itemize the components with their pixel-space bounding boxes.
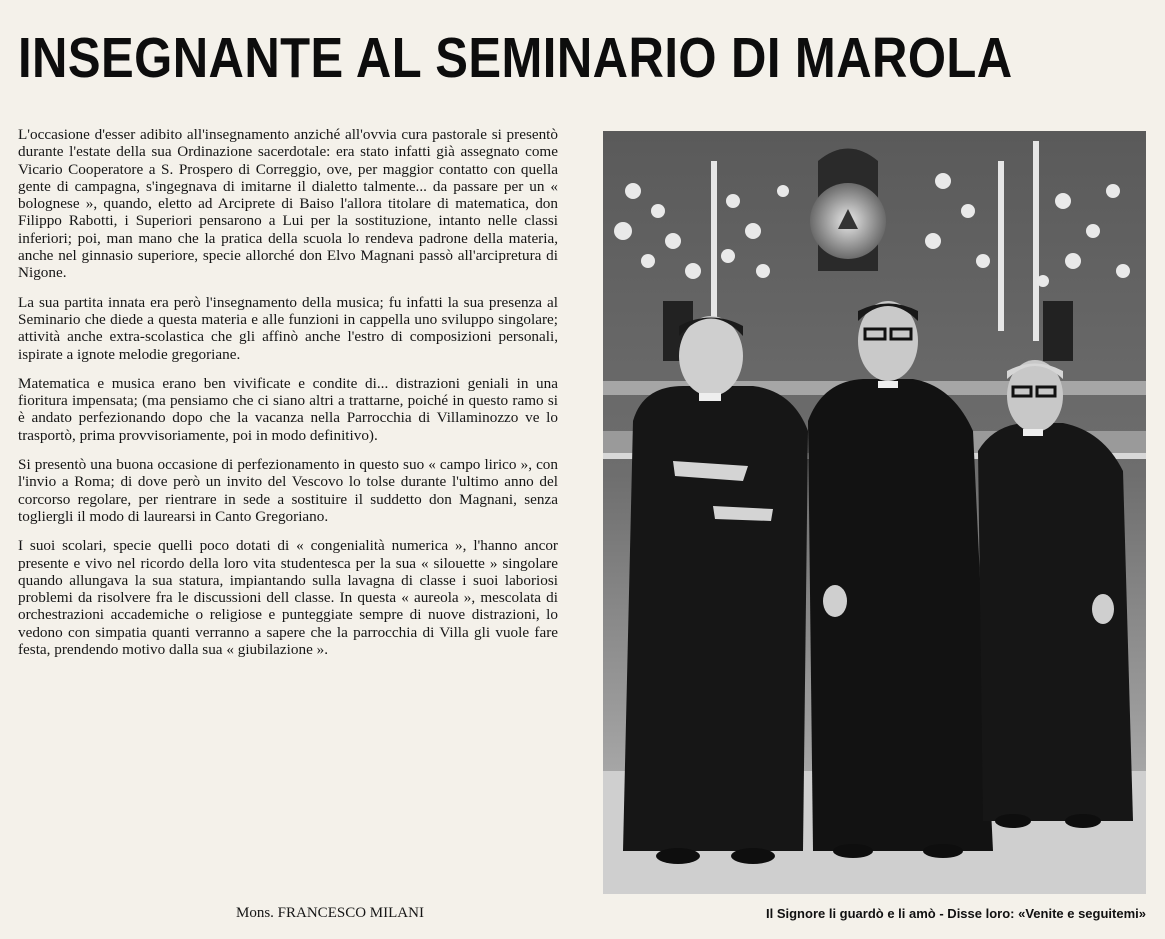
- photo-illustration: [603, 131, 1146, 894]
- priest-left: [623, 316, 808, 851]
- paragraph-5: I suoi scolari, specie quelli poco dotati di « congenialità numerica », l'hanno ancor presente e vivo nel ricordo della loro vita studentesca per la sua « silouette » singolare quando allungava la sua statura, impiantando sulla lavagna di classe i suoi laboriosi problemi da risolvere fra le discussioni dell classe. In questa « aureola », mescolata di orchestrazioni accademiche o religiose e punteggiate sempre di nuove distrazioni, lo vedono con simpatia quanti verranno a sapere che la parrocchia di Villa gli vuole fare festa, prendendo motivo dalla sua « giubilazione ».: [18, 537, 558, 659]
- photograph-three-priests: [603, 131, 1146, 894]
- paragraph-3: Matematica e musica erano ben vivificate e condite di... distrazioni geniali in una fioritura impensata; (ma pensiamo che ci siano altri a trattarne, poiché in questo ramo si è andato perfezionando dopo che la vacanza nella Parrocchia di Villaminozzo ve lo trasportò, prima provvisoriamente, poi in modo definitivo).: [18, 374, 558, 444]
- article-title: INSEGNANTE AL SEMINARIO DI MAROLA: [18, 26, 1013, 90]
- photo-caption: Il Signore li guardò e li amò - Disse loro: «Venite e seguitemi»: [766, 906, 1146, 921]
- paragraph-1: L'occasione d'esser adibito all'insegnamento anziché all'ovvia cura pastorale si presentò durante l'estate della sua Ordinazione sacerdotale: era stato infatti già assegnato come Vicario Cooperatore a S. Prospero di Correggio, ove, per maggior contatto con quella gente di campagna, s'ingegnava di imitarne il dialetto talmente... da passare per un « bolognese », quando, eletto ad Arciprete di Baiso l'allora titolare di matematica, don Filippo Rabotti, i Superiori pensarono a Lui per la sostituzione, intanto nelle classi inferiori; poi, man mano che la pratica della scuola lo rendeva padrone della materia, anche nel ginnasio superiore, specie allorché don Elvo Magnani passò all'arcipretura di Nigone.: [18, 126, 558, 282]
- paragraph-4: Si presentò una buona occasione di perfezionamento in questo suo « campo lirico », con l'invio a Roma; di dove però un invito del Vescovo lo tolse durante l'ultimo anno del corcorso regolare, per rientrare in sede a sostituire il suddetto don Magnani, senza togliergli il modo di laurearsi in Canto Gregoriano.: [18, 456, 558, 525]
- article-body: [18, 126, 558, 670]
- author-signature: Mons. FRANCESCO MILANI: [236, 905, 424, 921]
- paragraph-2: La sua partita innata era però l'insegnamento della musica; fu infatti la sua presenza al Seminario che diede a questa materia e alle funzioni in cappella uno sviluppo singolare; attività anche extra-scolastica che gli affinò anche l'estro di composizioni personali, ispirate a ignote melodie gregoriane.: [18, 293, 558, 363]
